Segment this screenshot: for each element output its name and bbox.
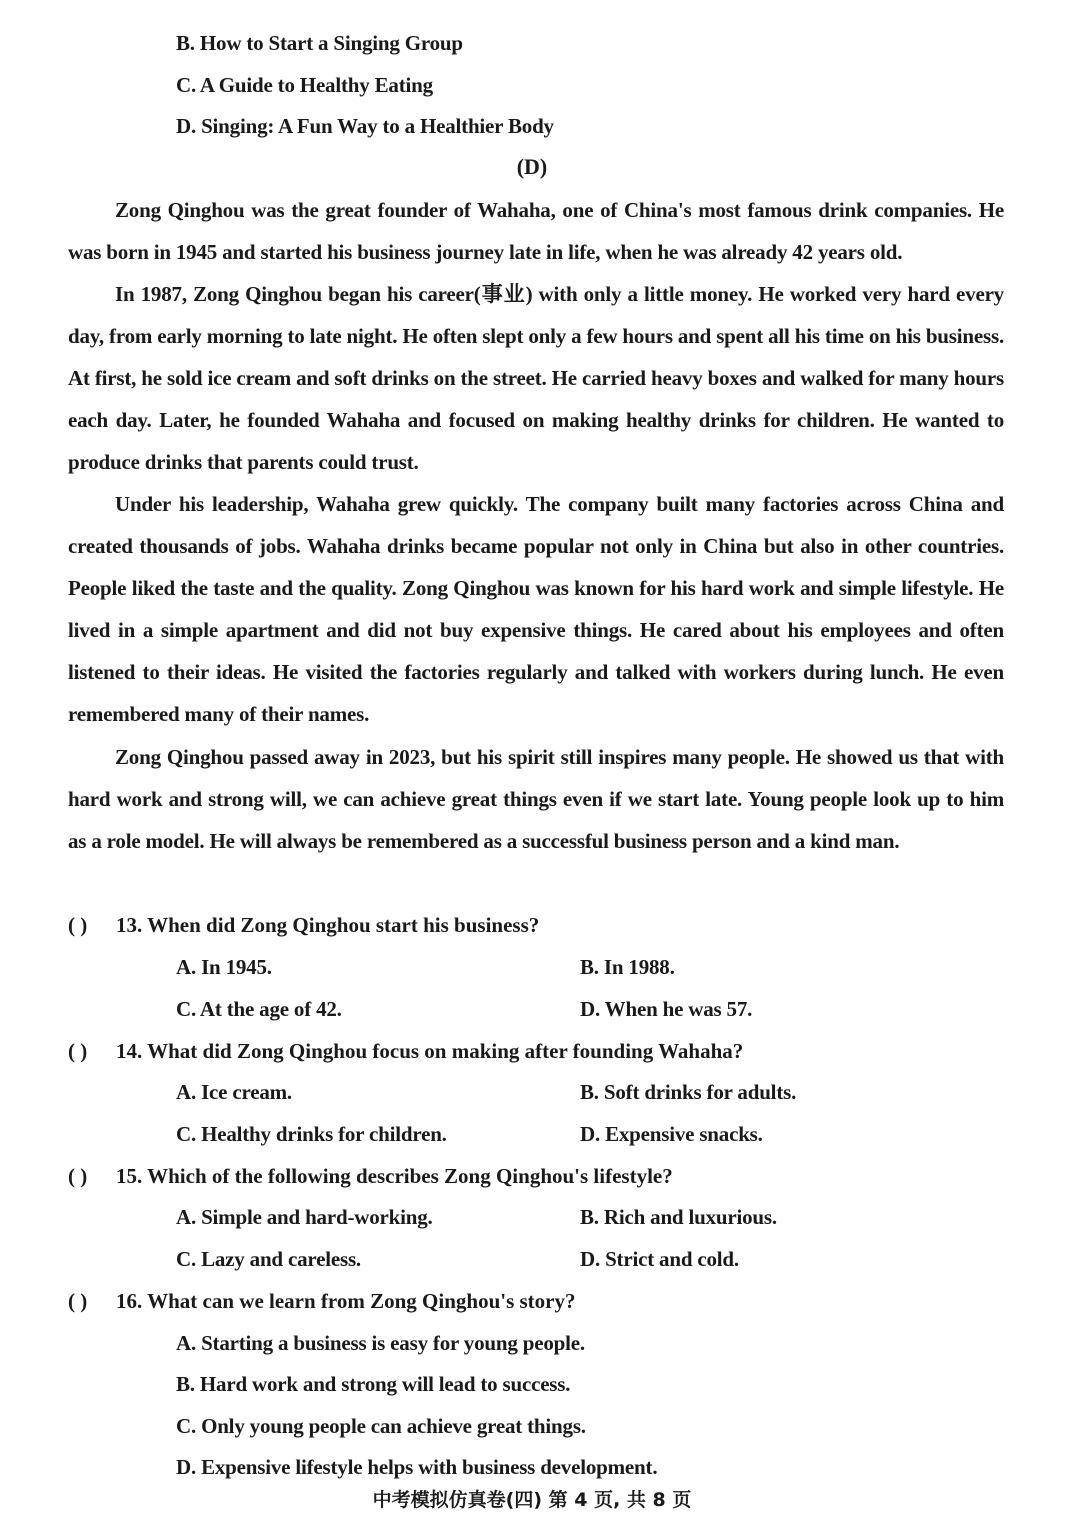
question-16-stem: 16. What can we learn from Zong Qinghou's story? xyxy=(116,1289,576,1313)
page-footer: 中考模拟仿真卷(四) 第 4 页, 共 8 页 xyxy=(372,1489,692,1511)
prev-option-b: B. How to Start a Singing Group xyxy=(176,31,463,55)
question-14-stem: 14. What did Zong Qinghou focus on making after founding Wahaha? xyxy=(116,1039,744,1063)
question-16-option-c: C. Only young people can achieve great things. xyxy=(176,1414,586,1438)
passage-paragraph-1: Zong Qinghou was the great founder of Wahaha, one of China's most famous drink companies. He was born in 1945 and started his business journey late in life, when he was already 42 years old. xyxy=(68,198,1004,264)
answer-blank-14[interactable]: ( ) xyxy=(68,1039,88,1063)
question-14-option-c: C. Healthy drinks for children. xyxy=(176,1122,447,1146)
passage-paragraph-2: In 1987, Zong Qinghou began his career(事业) with only a little money. He worked very hard every day, from early morning to late night. He often slept only a few hours and spent all his time on his business. At first, he sold ice cream and soft drinks on the street. He carried heavy boxes and walked for many hours each day. Later, he founded Wahaha and focused on making healthy drinks for children. He wanted to produce drinks that parents could trust. xyxy=(68,282,1004,474)
answer-blank-13[interactable]: ( ) xyxy=(68,913,88,937)
question-13-option-d: D. When he was 57. xyxy=(580,997,753,1021)
question-15-option-a: A. Simple and hard-working. xyxy=(176,1205,433,1229)
question-16-option-a: A. Starting a business is easy for young people. xyxy=(176,1331,585,1355)
answer-blank-16[interactable]: ( ) xyxy=(68,1289,88,1313)
question-15-option-c: C. Lazy and careless. xyxy=(176,1247,361,1271)
answer-blank-15[interactable]: ( ) xyxy=(68,1164,88,1188)
question-13-stem: 13. When did Zong Qinghou start his business? xyxy=(116,913,540,937)
question-14-option-d: D. Expensive snacks. xyxy=(580,1122,763,1146)
passage-paragraph-4: Zong Qinghou passed away in 2023, but his spirit still inspires many people. He showed us that with hard work and strong will, we can achieve great things even if we start late. Young people look up to him as a role model. He will always be remembered as a successful business person and a kind man. xyxy=(68,745,1004,853)
question-15-stem: 15. Which of the following describes Zong Qinghou's lifestyle? xyxy=(116,1164,673,1188)
question-14-option-a: A. Ice cream. xyxy=(176,1080,292,1104)
question-14-option-b: B. Soft drinks for adults. xyxy=(580,1080,797,1104)
question-15-option-d: D. Strict and cold. xyxy=(580,1247,739,1271)
prev-option-c: C. A Guide to Healthy Eating xyxy=(176,73,433,97)
question-13-option-b: B. In 1988. xyxy=(580,955,675,979)
passage-paragraph-3: Under his leadership, Wahaha grew quickly. The company built many factories across China and created thousands of jobs. Wahaha drinks became popular not only in China but also in other countries. People liked the taste and the quality. Zong Qinghou was known for his hard work and simple lifestyle. He lived in a simple apartment and did not buy expensive things. He cared about his employees and often listened to their ideas. He visited the factories regularly and talked with workers during lunch. He even remembered many of their names. xyxy=(68,492,1004,726)
question-15-option-b: B. Rich and luxurious. xyxy=(580,1205,777,1229)
section-label: (D) xyxy=(516,154,548,179)
question-16-option-d: D. Expensive lifestyle helps with business development. xyxy=(176,1455,658,1479)
question-16-option-b: B. Hard work and strong will lead to success. xyxy=(176,1372,571,1396)
prev-option-d: D. Singing: A Fun Way to a Healthier Body xyxy=(176,114,554,138)
question-13-option-c: C. At the age of 42. xyxy=(176,997,342,1021)
question-13-option-a: A. In 1945. xyxy=(176,955,272,979)
